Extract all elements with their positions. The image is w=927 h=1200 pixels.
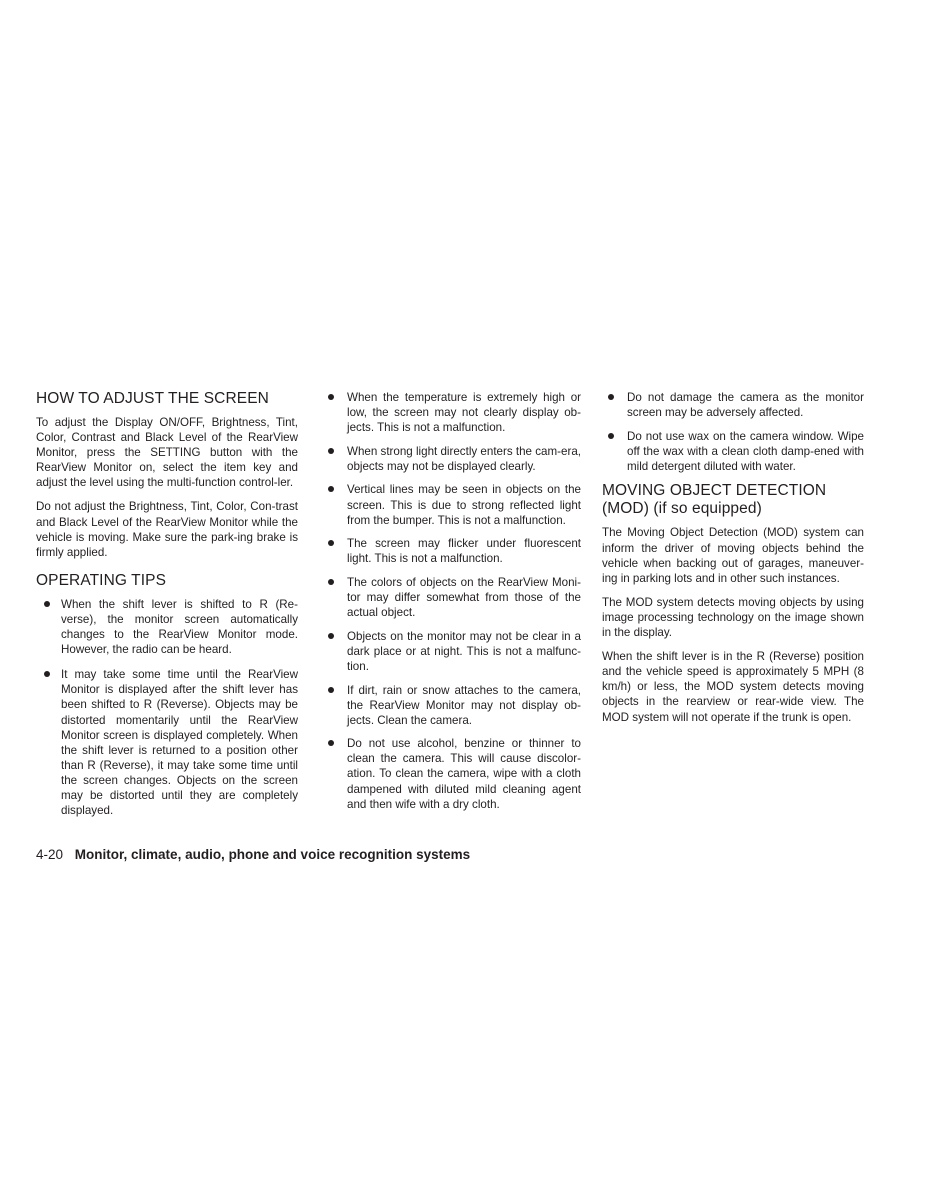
list-item — [322, 683, 581, 728]
bullet-icon — [328, 394, 334, 400]
bullet-icon — [328, 687, 334, 693]
list-item — [322, 482, 581, 527]
paragraph-mod-operation: When the shift lever is in the R (Reverse) position and the vehicle speed is approximately 5 MPH (8 km/h) or less, the MOD system detects moving objects in the rearview or rear-wide view. The MOD system will not operate if the trunk is open. — [602, 650, 864, 724]
bullet-icon — [608, 433, 614, 439]
list-item-text: Do not use wax on the camera window. Wipe off the wax with a clean cloth damp-ened with mild detergent diluted with water. — [627, 429, 864, 473]
paragraph-mod-intro: The Moving Object Detection (MOD) system can inform the driver of moving objects behind the vehicle when backing out of garages, maneuver-ing in parking lots and in other such instances. — [602, 526, 864, 585]
bullet-icon — [328, 740, 334, 746]
list-item-text: If dirt, rain or snow attaches to the camera, the RearView Monitor may not display ob-jects. Clean the camera. — [347, 683, 581, 727]
list-item — [36, 667, 298, 818]
list-item — [36, 597, 298, 657]
heading-line-1: MOVING OBJECT DETECTION — [602, 482, 827, 500]
list-item — [602, 390, 864, 420]
heading-moving-object-detection — [602, 482, 864, 518]
heading-operating-tips: OPERATING TIPS — [36, 571, 167, 589]
list-item — [322, 444, 581, 474]
list-item-text: The screen may flicker under fluorescent light. This is not a malfunction. — [347, 537, 581, 566]
list-item — [322, 736, 581, 811]
list-item-text: Objects on the monitor may not be clear in a dark place or at night. This is not a malfunc-tion. — [347, 629, 581, 673]
column-right — [602, 390, 864, 734]
list-item-text: It may take some time until the RearView Monitor is displayed after the shift lever has been shifted to R (Reverse). Objects may be distorted momentarily until the RearView Monitor screen is displayed completely. When the shift lever is returned to a position other than R (Reverse), it may take some time until the screen changes. Objects on the screen may be distorted until they are completely displayed. — [61, 668, 298, 818]
heading-line-2: (MOD) (if so equipped) — [602, 500, 762, 518]
bullet-icon — [328, 579, 334, 585]
list-item-text: When strong light directly enters the cam-era, objects may not be displayed clearly. — [347, 444, 581, 473]
list-item — [322, 629, 581, 674]
camera-care-list — [602, 390, 864, 474]
section-title: Monitor, climate, audio, phone and voice recognition systems — [74, 847, 471, 862]
heading-how-to-adjust-screen: HOW TO ADJUST THE SCREEN — [36, 390, 269, 407]
bullet-icon — [328, 633, 334, 639]
list-item-text: Do not damage the camera as the monitor screen may be adversely affected. — [627, 391, 864, 420]
list-item — [602, 429, 864, 474]
bullet-icon — [608, 394, 614, 400]
bullet-icon — [328, 540, 334, 546]
bullet-icon — [44, 671, 50, 677]
list-item-text: When the temperature is extremely high or low, the screen may not clearly display ob-jects. This is not a malfunction. — [347, 391, 581, 435]
bullet-icon — [328, 448, 334, 454]
paragraph-mod-technology: The MOD system detects moving objects by using image processing technology on the image shown in the display. — [602, 595, 864, 640]
operating-tips-list — [36, 597, 298, 818]
list-item-text: The colors of objects on the RearView Moni-tor may differ somewhat from those of the actual object. — [347, 575, 581, 620]
list-item-text: When the shift lever is shifted to R (Re-verse), the monitor screen automatically changes to the RearView Monitor mode. However, the radio can be heard. — [61, 597, 298, 657]
list-item — [322, 536, 581, 566]
list-item-text: Do not use alcohol, benzine or thinner to clean the camera. This will cause discolor-ation. To clean the camera, wipe with a cloth dampened with diluted mild cleaning agent and then wife with a dry cloth. — [347, 737, 581, 811]
column-middle — [322, 390, 581, 820]
page-number: 4-20 — [36, 847, 64, 862]
column-left — [36, 390, 298, 827]
list-item — [322, 390, 581, 435]
list-item-text: Vertical lines may be seen in objects on the screen. This is due to strong reflected light from the bumper. This is not a malfunction. — [347, 483, 581, 527]
bullet-icon — [44, 601, 50, 607]
list-item — [322, 575, 581, 620]
bullet-icon — [328, 486, 334, 492]
operating-tips-list-continued — [322, 390, 581, 812]
paragraph-adjust-warning: Do not adjust the Brightness, Tint, Color, Con-trast and Black Level of the RearView Monitor while the vehicle is moving. Make sure the park-ing brake is firmly applied. — [36, 500, 298, 559]
page-footer — [36, 846, 470, 864]
paragraph-adjust-instructions: To adjust the Display ON/OFF, Brightness, Tint, Color, Contrast and Black Level of the RearView Monitor, press the SETTING button with the RearView Monitor on, select the item key and adjust the level using the multi-function control-ler. — [36, 416, 298, 490]
